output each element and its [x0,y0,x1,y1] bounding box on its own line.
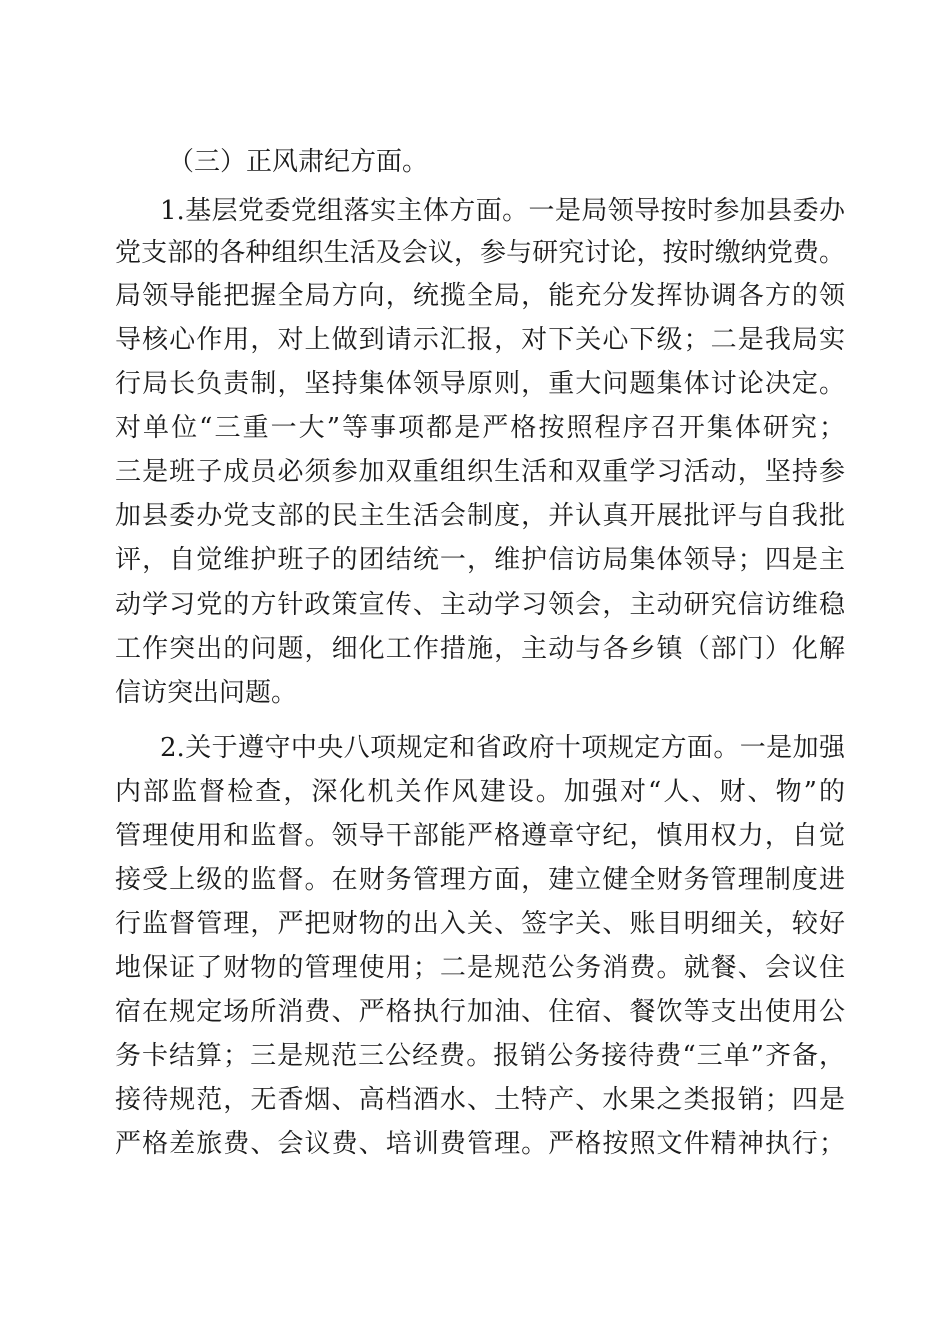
paragraph-1-line: 局领导能把握全局方向，统揽全局，能充分发挥协调各方的领 [115,281,845,311]
paragraph-2-line: 2.关于遵守中央八项规定和省政府十项规定方面。一是加强 [160,733,845,763]
section-heading: （三）正风肃纪方面。 [168,147,429,177]
paragraph-1-line: 对单位“三重一大”等事项都是严格按照程序召开集体研究； [115,413,845,443]
paragraph-1-line: 加县委办党支部的民主生活会制度，并认真开展批评与自我批 [115,501,845,531]
paragraph-1-line: 导核心作用，对上做到请示汇报，对下关心下级；二是我局实 [115,325,845,355]
paragraph-2-line: 宿在规定场所消费、严格执行加油、住宿、餐饮等支出使用公 [115,997,845,1027]
paragraph-1-line: 工作突出的问题，细化工作措施，主动与各乡镇（部门）化解 [115,634,845,664]
paragraph-1-line: 信访突出问题。 [115,678,298,708]
paragraph-2-line: 接受上级的监督。在财务管理方面，建立健全财务管理制度进 [115,865,845,895]
paragraph-2-line: 严格差旅费、会议费、培训费管理。严格按照文件精神执行； [115,1129,845,1159]
paragraph-1-line: 1.基层党委党组落实主体方面。一是局领导按时参加县委办 [160,196,845,226]
paragraph-2-line: 管理使用和监督。领导干部能严格遵章守纪，慎用权力，自觉 [115,821,845,851]
paragraph-2-line: 内部监督检查，深化机关作风建设。加强对“人、财、物”的 [115,777,845,807]
paragraph-1-line: 党支部的各种组织生活及会议，参与研究讨论，按时缴纳党费。 [115,238,845,268]
paragraph-2-line: 行监督管理，严把财物的出入关、签字关、账目明细关，较好 [115,909,845,939]
paragraph-1-line: 评，自觉维护班子的团结统一，维护信访局集体领导；四是主 [115,545,845,575]
paragraph-1-line: 行局长负责制，坚持集体领导原则，重大问题集体讨论决定。 [115,369,845,399]
paragraph-2-line: 地保证了财物的管理使用；二是规范公务消费。就餐、会议住 [115,953,845,983]
paragraph-2-line: 接待规范，无香烟、高档酒水、土特产、水果之类报销；四是 [115,1085,845,1115]
paragraph-1-line: 三是班子成员必须参加双重组织生活和双重学习活动，坚持参 [115,457,845,487]
paragraph-2-line: 务卡结算；三是规范三公经费。报销公务接待费“三单”齐备， [115,1041,845,1071]
paragraph-1-line: 动学习党的方针政策宣传、主动学习领会，主动研究信访维稳 [115,590,845,620]
